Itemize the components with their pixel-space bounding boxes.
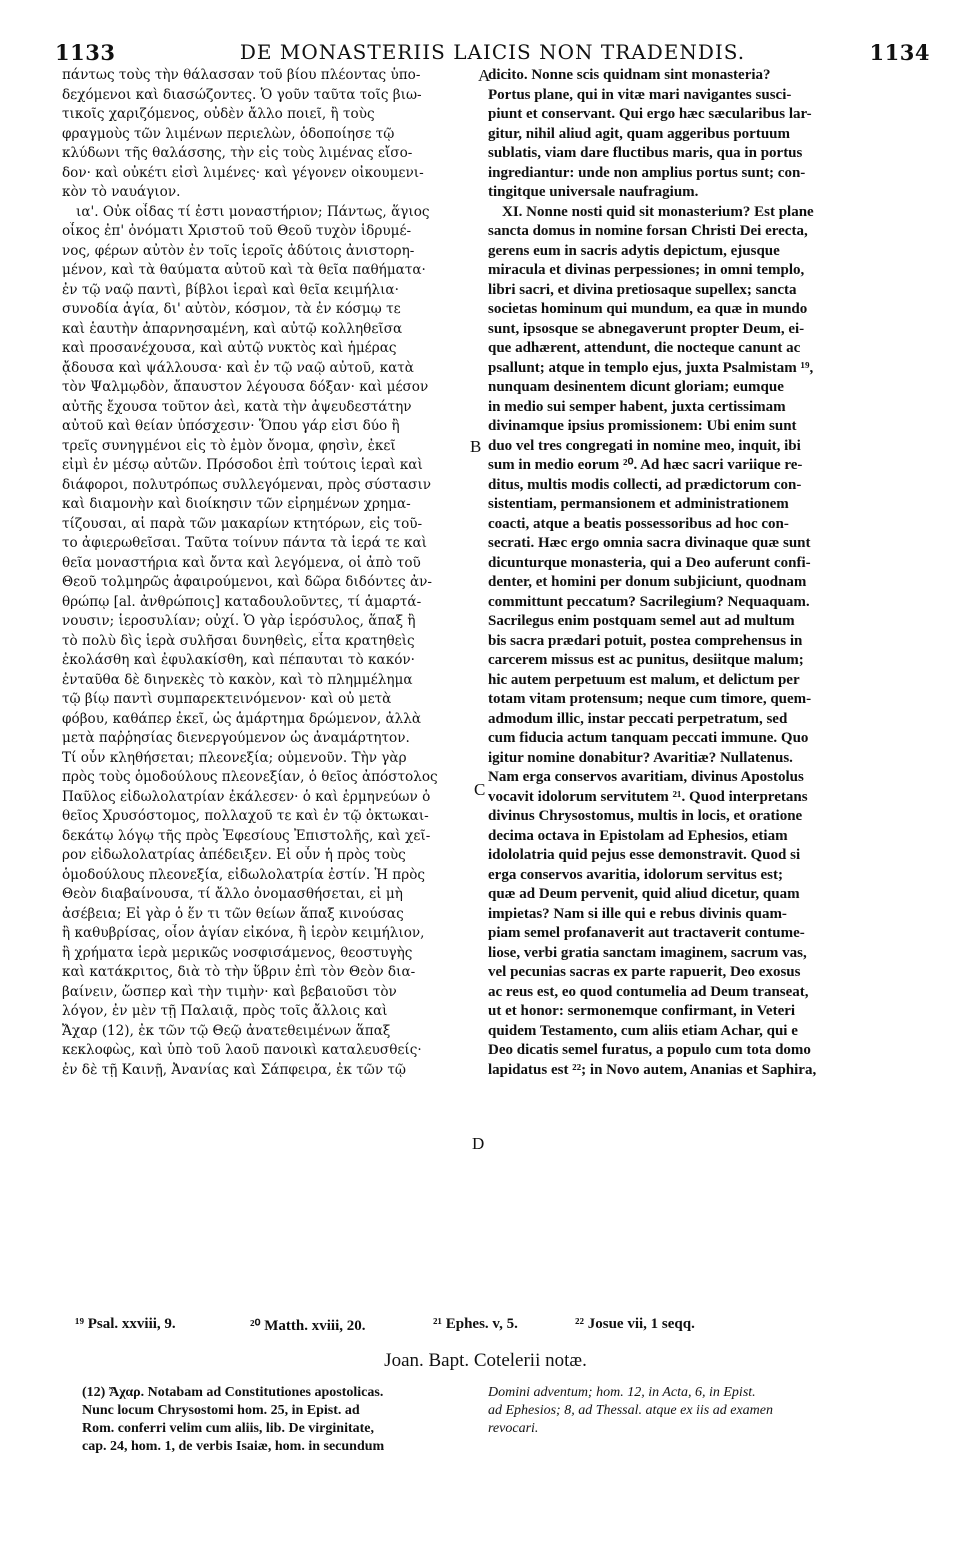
latin-text-line: impietas? Nam si ille qui e rebus divinis quam- [488, 905, 787, 922]
greek-text-line: ἐκολάσθη καὶ ἐφυλακίσθη, καὶ πέπαυται τὸ κακόν· [62, 652, 415, 668]
greek-text-line: ρον εἰδωλολατρίας ἀπέδειξεν. Εἰ οὖν ἡ πρὸς τοὺς [62, 847, 406, 863]
latin-text-line: gitur, nihil aliud agit, quam aggeribus portuum [488, 125, 791, 142]
greek-text-line: κὸν τὸ ναυάγιον. [62, 184, 181, 200]
greek-text-line: φόβου, καθάπερ ἐκεῖ, ὡς ἁμάρτημα δρώμενον, ἀλλὰ [62, 710, 422, 727]
right-column-number: 1134 [869, 40, 930, 65]
footnote-22: ²² Josue vii, 1 seqq. [575, 1316, 695, 1332]
notes-title: Joan. Bapt. Cotelerii notæ. [384, 1350, 587, 1371]
latin-text-line: idololatria quid pejus esse demonstravit. Quod si [488, 847, 801, 863]
greek-text-line: αὐτῆς ἔχουσα τοῦτον ἀεὶ, κατὰ τὴν ἀψευδεστάτην [62, 398, 412, 415]
latin-text-line: ut et honor: sermonemque confirmant, in Veteri [488, 1003, 796, 1019]
latin-text-line: XI. Nonne nosti quid sit monasterium? Est plane [502, 203, 814, 220]
note-line: revocari. [488, 1421, 539, 1436]
latin-text-line: quidem Testamento, cum aliis etiam Achar, qui e [488, 1022, 798, 1039]
greek-text-line: λόγον, ἐν μὲν τῇ Παλαιᾷ, πρὸς τοῖς ἄλλοις καὶ [62, 1003, 388, 1019]
greek-text-line: τὸν Ψαλμῳδὸν, ἄπαυστον λέγουσα δόξαν· καὶ μέσον [62, 379, 429, 395]
greek-text-line: τὸ πολὺ δὶς ἱερὰ συλῆσαι δυνηθεὶς, εἶτα κρατηθεὶς [62, 632, 415, 649]
latin-text-line: societas hominum qui mundum, ea quæ in mundo [488, 301, 808, 317]
note-line: cap. 24, hom. 1, de verbis Isaiæ, hom. in secundum [82, 1439, 385, 1454]
latin-text-line: Deo dicatis semel furatus, a populo cum tota domo [488, 1042, 811, 1058]
footnote-20: ²⁰ Matth. xviii, 20. [250, 1318, 366, 1334]
latin-text-line: sublatis, viam dare fluctibus maris, qua in portus [488, 145, 803, 161]
latin-text-line: Sacrilegus enim postquam semel aut ad multum [488, 613, 795, 629]
greek-text-line: Ἄχαρ (12), ἐκ τῶν τῷ Θεῷ ἀνατεθειμένων ἅπαξ [62, 1022, 391, 1039]
latin-text-line: tingitque universale naufragium. [488, 184, 699, 200]
greek-text-line: μετὰ παῤῥησίας διενεργούμενον ὡς ἀναμάρτητον. [62, 730, 410, 746]
greek-text-line: τίζουσαι, αἱ παρὰ τῶν μακαρίων κτητόρων, εἰς τοῦ- [62, 515, 423, 532]
note-line: (12) Ἄχαρ. Notabam ad Constitutiones apostolicas. [82, 1385, 384, 1400]
greek-text-line: διάφοροι, πολυτρόπως συλλεγόμεναι, πρὸς σύστασιν [62, 476, 432, 493]
latin-text-line: piunt et conservant. Qui ergo hæc sæcularibus lar- [488, 106, 812, 122]
latin-text-line: decima octava in Epistolam ad Ephesios, etiam [488, 827, 788, 844]
greek-text-line: Τί οὖν κληθήσεται; πλεονεξία; οὐμενοῦν. Τὴν γὰρ [62, 749, 407, 766]
latin-text-line: Portus plane, qui in vitæ mari navigantes susci- [488, 86, 792, 103]
note-line: Rom. conferri velim cum aliis, lib. De virginitate, [82, 1421, 374, 1436]
latin-text-line: duo vel tres congregati in nomine meo, inquit, ibi [488, 437, 801, 454]
footnotes [75, 1316, 935, 1338]
latin-text-line: bis sacra prædari potuit, postea comprehensus in [488, 632, 803, 649]
greek-text-line: ια'. Οὐκ οἶδας τί ἐστι μοναστήριον; Πάντως, ἅγιος [76, 203, 430, 220]
latin-text-line: coacti, atque a beatis possessoribus ad hoc con- [488, 515, 789, 532]
greek-text-line: καὶ προσανέχουσα, καὶ αὐτῷ νυκτὸς καὶ ἡμέρας [62, 340, 397, 356]
latin-text-line: secrati. Hæc ergo omnia sacra divinaque quæ sunt [488, 535, 811, 551]
latin-text-line: totam vitam protensum; neque cum timore, quem- [488, 691, 812, 707]
margin-mark-a: A [478, 66, 491, 85]
greek-text-line: τῷ βίῳ παντὶ συμπαρεκτεινόμενον· καὶ οὐ μετὰ [62, 691, 392, 707]
greek-text-column [62, 66, 477, 1080]
greek-text-line: οἶκος ἐπ' ὀνόματι Χριστοῦ τοῦ Θεοῦ τυχὸν ἱδρυμέ- [62, 223, 412, 239]
greek-text-line: φραγμοὺς τῶν λιμένων περιελὼν, ὁδοποίησε τῷ [62, 125, 395, 142]
latin-text-line: gerens eum in sacris adytis depictum, ejusque [488, 242, 780, 259]
greek-text-line: δεχόμενοι καὶ διασώζοντες. Ὁ γοῦν ταῦτα τοῖς βιω- [62, 86, 422, 103]
latin-text-line: committunt peccatum? Sacrilegium? Nequaquam. [488, 593, 810, 610]
latin-text-line: sunt, ipsosque se abnegaverunt propter Deum, ei- [488, 320, 805, 337]
latin-text-line: ditus, multis modis collecti, ad prædictorum con- [488, 476, 802, 493]
latin-text-line: dicito. Nonne scis quidnam sint monasteria? [488, 67, 771, 83]
latin-text-line: in medio sui semper habent, juxta certissimam [488, 398, 786, 415]
margin-mark-b: B [470, 437, 482, 456]
latin-text-line: miracula et divinas perpessiones; in omni templo, [488, 262, 805, 278]
latin-text-line: sum in medio eorum ²⁰. Ad hæc sacri variique re- [488, 457, 803, 473]
greek-text-line: πάντως τοὺς τὴν θάλασσαν τοῦ βίου πλέοντας ὑπο- [62, 67, 421, 83]
greek-text-line: δον· καὶ οὐκέτι εἰσὶ λιμένες· καὶ γέγονεν οἰκουμενι- [62, 164, 424, 181]
greek-text-line: Παῦλος εἰδωλολατρίαν ἐκάλεσεν· ὁ καὶ ἑρμηνεύων ὁ [62, 788, 431, 805]
greek-text-line: νος, φέρων αὐτὸν ἐν τοῖς ἱεροῖς ἀδύτοις ἀνιστορη- [62, 242, 415, 259]
greek-text-line: νουσιν; ἱεροσυλίαν; οὐχί. Ὁ γὰρ ἱερόσυλος, ἅπαξ ἢ [62, 613, 416, 629]
greek-text-line: δεκάτῳ λόγῳ τῆς πρὸς Ἐφεσίους Ἐπιστολῆς, καὶ χεῖ- [62, 827, 431, 844]
greek-text-line: καὶ διαμονὴν καὶ διοίκησιν τῶν εἰρημένων χρημα- [62, 496, 411, 512]
margin-mark-d: D [472, 1134, 485, 1153]
greek-text-line: Θεὸν διαβαίνουσα, τί ἄλλο ὀνομασθήσεται, εἰ μὴ [62, 886, 403, 902]
latin-text-line: sistentiam, permansionem et administrationem [488, 496, 789, 512]
greek-text-line: τρεῖς συνηγμένοι εἰς τὸ ἐμὸν ὄνομα, φησὶν, ἐκεῖ [62, 437, 396, 454]
latin-text-line: igitur nomine donabitur? Avaritiæ? Nullatenus. [488, 749, 793, 766]
note-line: ad Ephesios; 8, ad Thessal. atque ex iis ad examen [488, 1403, 774, 1418]
greek-text-line: μένον, καὶ τὰ θαύματα αὐτοῦ καὶ τὰ θεῖα παθήματα· [62, 262, 426, 278]
greek-text-line: κλύδωνι τῆς θαλάσσης, τὴν εἰς τοὺς λιμένας εἴσο- [62, 145, 413, 161]
greek-text-line: ἐν δὲ τῇ Καινῇ, Ἀνανίας καὶ Σάπφειρα, ἐκ τῶν τῷ [62, 1061, 407, 1078]
latin-text-line: divinamque ipsius promissionem: Ubi enim sunt [488, 418, 797, 434]
latin-text-line: vocavit idolorum servitutem ²¹. Quod interpretans [488, 788, 808, 805]
greek-text-line: ἐνταῦθα δὲ διηνεκὲς τὸ κακὸν, καὶ τὸ πλημμέλημα [62, 671, 413, 688]
notes-left-column [82, 1384, 482, 1456]
greek-text-line: καὶ ἑαυτὴν ἀπαρνησαμένη, καὶ αὐτῷ κολληθεῖσα [62, 320, 403, 337]
latin-text-line: cum fiducia actum tanquam peccati immune. Quo [488, 730, 809, 746]
greek-text-line: θεῖα μοναστήρια καὶ ὄντα καὶ λεγόμενα, οἱ ἀπὸ τοῦ [62, 554, 421, 571]
greek-text-line: καὶ κατάκριτος, διὰ τὸ τὴν ὕβριν ἐπὶ τὸν Θεὸν δια- [62, 964, 416, 980]
page-header [55, 40, 930, 66]
greek-text-line: θεῖος Χρυσόστομος, πολλαχοῦ τε καὶ ἐν τῷ ὀκτωκαι- [62, 808, 429, 824]
latin-text-line: que adhærent, attendunt, die nocteque canunt ac [488, 340, 801, 356]
footnote-19: ¹⁹ Psal. xxviii, 9. [75, 1316, 176, 1332]
left-column-number: 1133 [55, 40, 116, 65]
latin-text-line: erga conservos avaritia, idolorum servitus est; [488, 866, 783, 883]
latin-text-line: divinus Chrysostomus, multis in locis, et oratione [488, 808, 803, 824]
latin-text-line: ingrediantur: unde non amplius portus sunt; con- [488, 164, 806, 181]
notes-right-column [488, 1384, 918, 1438]
latin-text-line: ac reus est, eo quod contumelia ad Deum transeat, [488, 983, 809, 1000]
greek-text-line: αὐτοῦ καὶ θείαν ὑπόσχεσιν· Ὅπου γάρ εἰσι δύο ἢ [62, 418, 400, 434]
latin-text-line: Nam erga conservos avaritiam, divinus Apostolus [488, 769, 804, 785]
greek-text-line: ὁμοδούλους πλεονεξία, εἰδωλολατρία ἐστίν. Ἡ πρὸς [62, 866, 425, 883]
latin-text-line: denter, et homini per donum subjiciunt, quodnam [488, 574, 807, 590]
footnote-21: ²¹ Ephes. v, 5. [433, 1316, 518, 1332]
latin-text-line: sancta domus in nomine forsan Christi Dei erecta, [488, 223, 808, 239]
running-title: DE MONASTERIIS LAICIS NON TRADENDIS. [239, 40, 746, 64]
latin-text-line: lapidatus est ²²; in Novo autem, Ananias et Saphira, [488, 1061, 817, 1078]
latin-text-line: carcerem missus est ac punitus, desiitque malum; [488, 652, 804, 668]
latin-text-line: libri sacri, et divina pretiosaque supellex; sancta [488, 281, 797, 298]
greek-text-line: ἢ χρήματα ἱερὰ μερικῶς νοσφισάμενος, θεοστυγὴς [62, 944, 413, 961]
latin-text-line: liose, verbi gratia sanctam imaginem, sacrum vas, [488, 944, 807, 961]
latin-text-line: admodum illic, instar peccati perpetratum, sed [488, 710, 788, 727]
latin-text-line: psallunt; atque in templo ejus, juxta Psalmistam ¹⁹, [488, 359, 814, 376]
margin-mark-c: C [474, 780, 486, 799]
latin-text-line: quæ ad Deum pervenit, quid aliud dicetur, quam [488, 886, 800, 902]
latin-text-line: piam semel profanaverit aut tractaverit contume- [488, 925, 805, 941]
note-line: Domini adventum; hom. 12, in Acta, 6, in Epist. [488, 1385, 756, 1400]
greek-text-line: κεκλοφὼς, καὶ ὑπὸ τοῦ λαοῦ πανοικὶ καταλευσθείς· [62, 1042, 422, 1058]
greek-text-line: ἢ καθυβρίσας, οἷον ἁγίαν εἰκόνα, ἢ ἱερὸν κειμήλιον, [62, 925, 425, 941]
greek-text-line: τικοῖς χαριζόμενος, οὐδὲν ἄλλο ποιεῖ, ἢ τοὺς [62, 106, 375, 122]
latin-text-line: hic autem perpetuum est malum, et delictum per [488, 671, 800, 688]
greek-text-line: ἐν τῷ ναῷ παντὶ, βίβλοι ἱεραὶ καὶ θεῖα κειμήλια· [62, 281, 399, 298]
greek-text-line: το ἀφιερωθεῖσαι. Ταῦτα τοίνυν πάντα τὰ ἱερά τε καὶ [62, 535, 428, 551]
greek-text-line: θρώπῳ [al. ἀνθρώποις] καταδουλοῦντες, τί ἁμαρτά- [62, 593, 422, 610]
greek-text-line: ᾄδουσα καὶ ψάλλουσα· καὶ ἐν τῷ ναῷ αὐτοῦ, κατὰ [62, 359, 414, 376]
greek-text-line: πρὸς τοὺς ὁμοδούλους πλεονεξίαν, ὁ θεῖος ἀπόστολος [62, 769, 438, 785]
greek-text-line: ἀσέβεια; Εἰ γὰρ ὁ ἕν τι τῶν θείων ἅπαξ κινούσας [62, 905, 404, 922]
greek-text-line: συνοδία ἁγία, δι' αὐτὸν, κόσμον, τὰ ἐν κόσμῳ τε [62, 301, 401, 317]
greek-text-line: Θεοῦ τολμηρῶς ἀφαιρούμενοι, καὶ δῶρα διδόντες ἀν- [62, 574, 432, 590]
latin-text-line: vel pecunias sacras ex parte rapuerit, Deo exosus [488, 964, 801, 980]
note-line: Nunc locum Chrysostomi hom. 25, in Epist. ad [82, 1403, 360, 1418]
latin-text-line: nunquam desinentem dicunt gloriam; eumque [488, 379, 784, 395]
latin-text-column [488, 66, 928, 1080]
greek-text-line: βαίνειν, ὥσπερ καὶ τὴν τιμὴν· καὶ βεβαιοῦσι τὸν [62, 983, 397, 1000]
latin-text-line: dicunturque monasteria, qui a Deo auferunt confi- [488, 554, 811, 571]
greek-text-line: εἰμὶ ἐν μέσῳ αὐτῶν. Πρόσοδοι ἐπὶ τούτοις ἱεραὶ καὶ [62, 457, 423, 473]
